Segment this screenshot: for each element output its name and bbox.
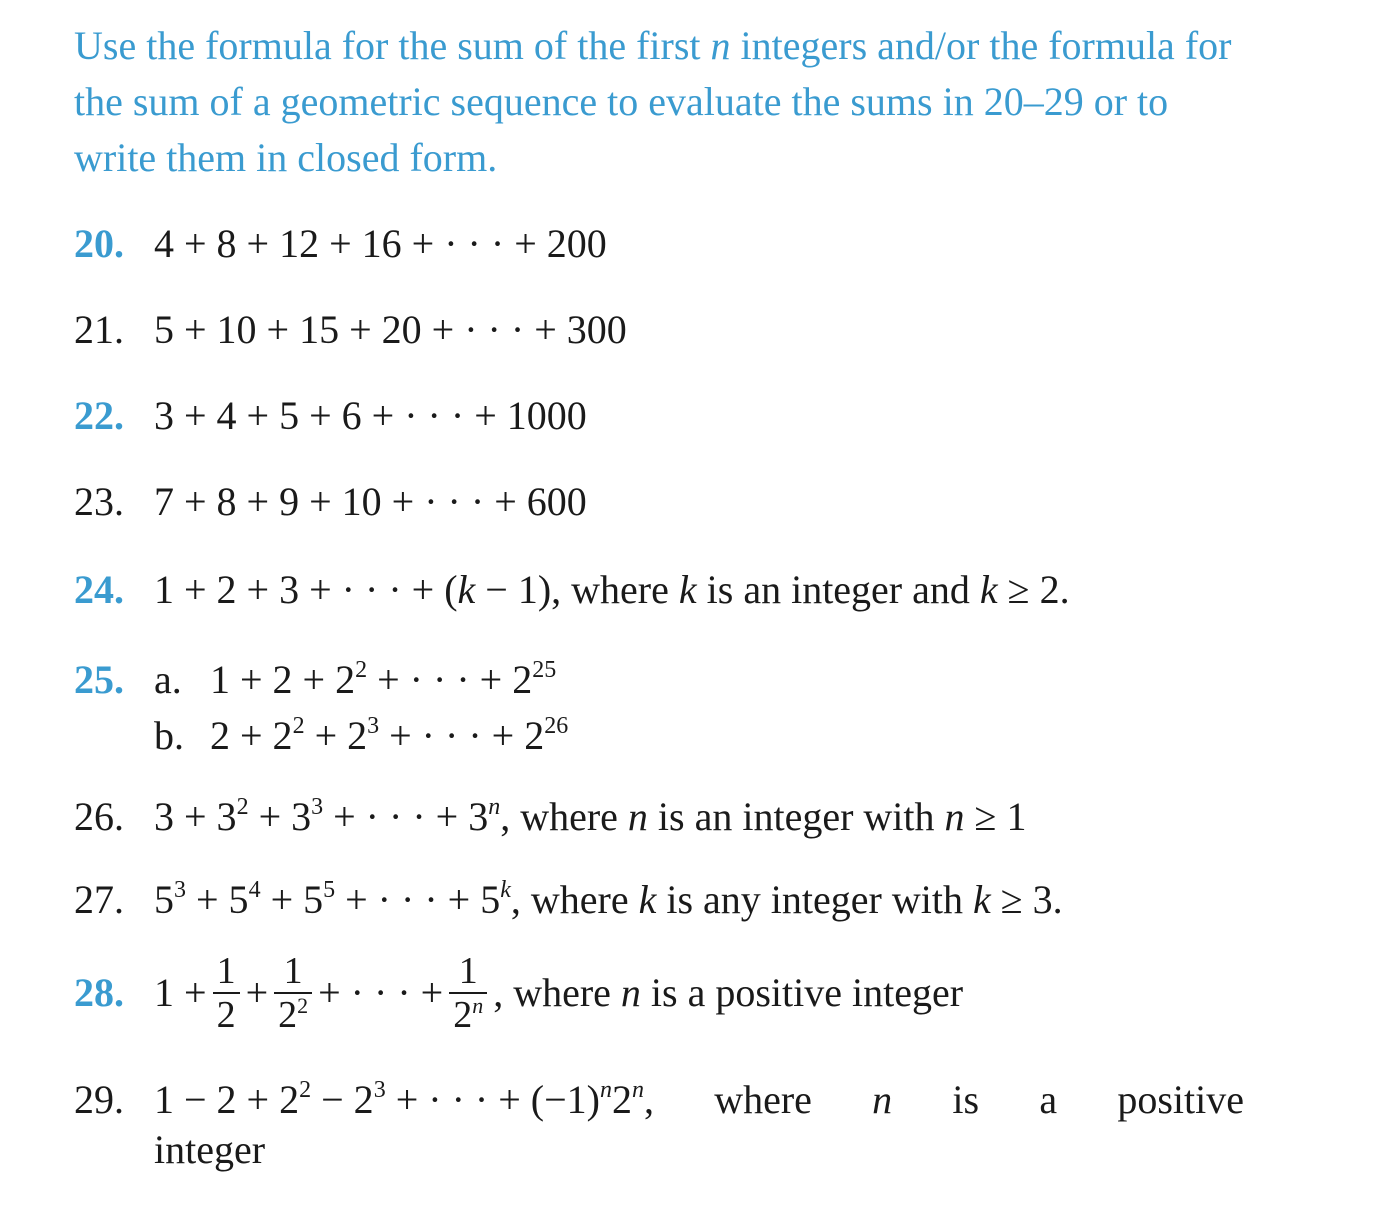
problem-29 [74, 1076, 1244, 1174]
problem-number: 25. [74, 657, 124, 702]
problem-number: 22. [74, 393, 124, 438]
problem-expression: 7 + 8 + 9 + 10 + · · · + 600 [154, 479, 587, 524]
problem-number: 21. [74, 307, 124, 352]
problem-21 [74, 306, 627, 354]
problem-expression: 1 + 2 + 3 + · · · + (k − 1), where k is an integer and k ≥ 2. [154, 567, 1070, 612]
problem-20 [74, 220, 607, 268]
fraction-one-over-two-to-n: $\frac{1}{2^n}$ [449, 950, 487, 1036]
problem-number: 26. [74, 794, 124, 839]
problem-expression: 5 + 10 + 15 + 20 + · · · + 300 [154, 307, 627, 352]
instructions-text-1: Use the formula for the sum of the first [74, 23, 711, 68]
problem-26 [74, 793, 1026, 841]
problem-25 [74, 656, 568, 760]
problem-25-part-b: b. $2 + 2^2 + 2^3$ + · · · + $2^{26}$ [154, 713, 569, 758]
problem-number: 27. [74, 877, 124, 922]
problem-expression: 3 + 4 + 5 + 6 + · · · + 1000 [154, 393, 587, 438]
problem-28 [74, 950, 963, 1036]
problem-23 [74, 478, 587, 526]
fraction-one-over-two-squared: $\frac{1}{2^2}$ [274, 950, 312, 1036]
problem-number: 29. [74, 1077, 124, 1122]
problem-expression: $3 + 3^2 + 3^3$ + · · · + $3^n$, where n is an integer with n ≥ 1 [154, 794, 1027, 839]
problem-24 [74, 566, 1070, 614]
problem-27 [74, 876, 1063, 924]
problem-25-part-a: 25. a. $1 + 2 + 2^2$ + · · · + $2^{25}$ [74, 657, 557, 702]
instructions-text-2: integers and/or the formula for the sum of a geometric sequence to evaluate the sums in 20–29 or to write them in closed form. [74, 23, 1232, 180]
problem-number: 23. [74, 479, 124, 524]
part-label: b. [154, 713, 184, 758]
part-label: a. [154, 657, 182, 702]
problem-expression: 4 + 8 + 12 + 16 + · · · + 200 [154, 221, 607, 266]
problem-number: 20. [74, 221, 124, 266]
problem-number: 24. [74, 567, 124, 612]
exercise-instructions [74, 18, 1249, 186]
problem-29-continuation: integer [154, 1127, 266, 1172]
problem-expression: 1 + $\frac{1}{2}$ + $\frac{1}{2^2}$ + · · · + $\frac{1}{2^n}$ , where n is a positive integer [154, 950, 964, 1036]
problem-expression: $1 - 2 + 2^2 - 2^3$ + · · · + $(-1)^n2^n$, where n is a positive [154, 1077, 1244, 1122]
problem-22 [74, 392, 587, 440]
instructions-var-n: n [710, 23, 731, 68]
fraction-one-half: $\frac{1}{2}$ [213, 950, 240, 1036]
problem-number: 28. [74, 970, 124, 1015]
problem-expression: $5^3 + 5^4 + 5^5$ + · · · + $5^k$, where k is any integer with k ≥ 3. [154, 877, 1063, 922]
